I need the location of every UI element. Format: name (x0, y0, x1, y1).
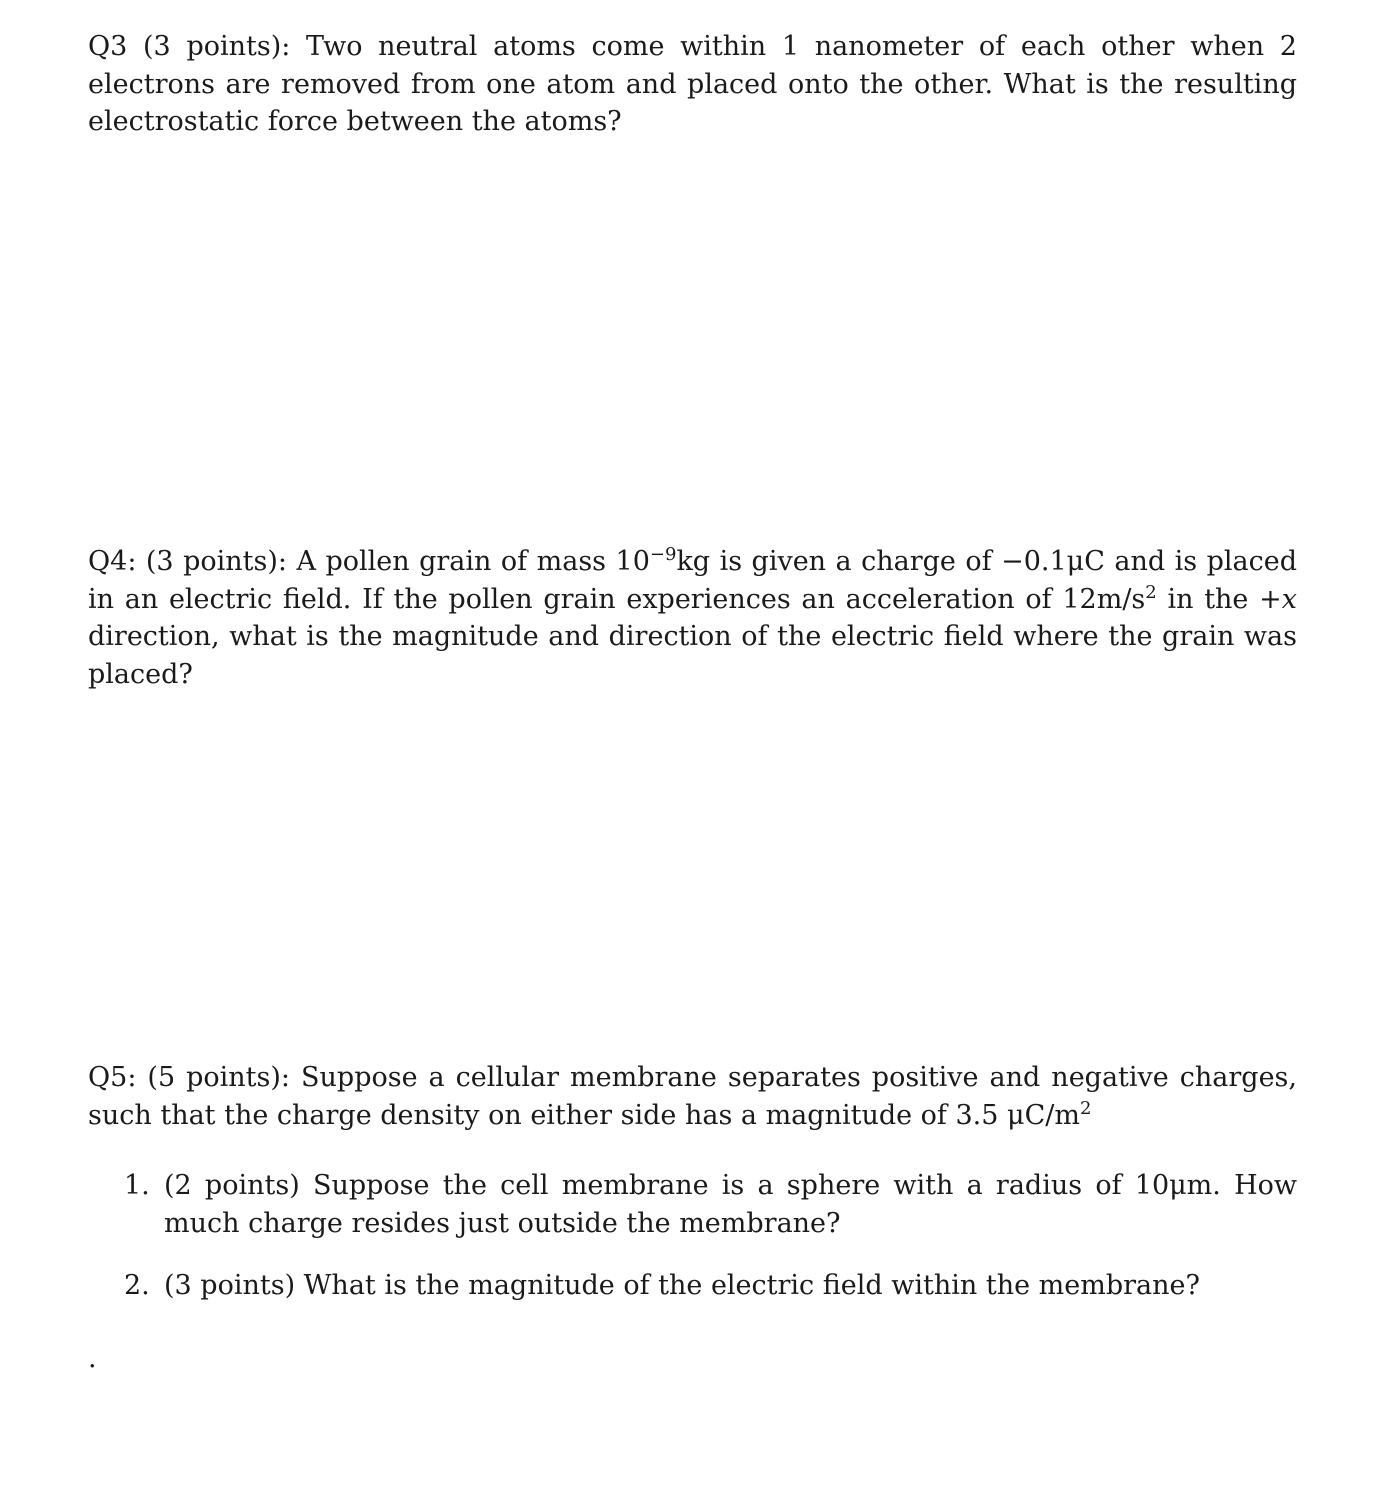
subquestion-number: 2. (124, 1270, 150, 1301)
q4-mass-exponent: −9 (649, 544, 677, 565)
subquestion-item (124, 1167, 1297, 1242)
subquestion-text: (3 points) What is the magnitude of the electric field within the membrane? (164, 1270, 1200, 1301)
q5-unit-exponent: 2 (1079, 1097, 1092, 1119)
subquestion-number: 1. (124, 1170, 150, 1201)
q4-text-part2: kg is given a charge of −0.1μC and is placed in an electric field. If the pollen grain experiences an acceleration of 12m/s (88, 546, 1297, 615)
q4-text-part3: in the + (1156, 583, 1282, 615)
question-q4 (88, 543, 1297, 693)
q5-text: Q5: (5 points): Suppose a cellular membrane separates positive and negative charges, such that the charge density on either side has a magnitude of 3.5 μC/m (88, 1062, 1297, 1131)
q4-text-part1: Q4: (3 points): A pollen grain of mass 10 (88, 546, 650, 577)
trailing-period: . (88, 1343, 97, 1374)
subquestion-text: (2 points) Suppose the cell membrane is a sphere with a radius of 10μm. How much charge resides just outside the membrane? (164, 1170, 1297, 1239)
q4-variable-x: x (1281, 583, 1297, 615)
question-q3: Q3 (3 points): Two neutral atoms come within 1 nanometer of each other when 2 electrons are removed from one atom and placed onto the other. What is the resulting electrostatic force between the atoms? (88, 31, 1297, 137)
q4-text-part4: direction, what is the magnitude and direction of the electric field where the grain was placed? (88, 621, 1297, 690)
subquestion-item (124, 1267, 1297, 1305)
question-q5 (88, 1059, 1297, 1134)
q4-accel-exponent: 2 (1145, 581, 1157, 603)
